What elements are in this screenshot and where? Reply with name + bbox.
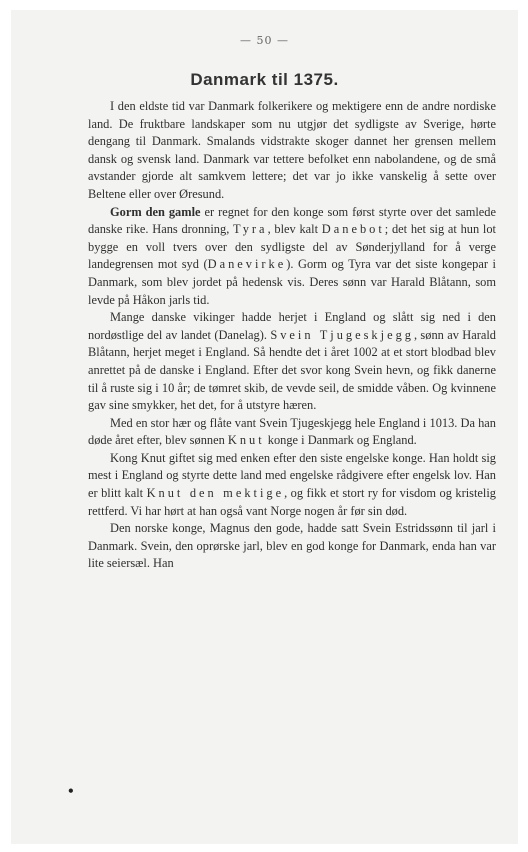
text-segment: Knut den mektige [146,486,285,501]
text-segment: Mange danske vikinger hadde herjet i England og slått sig ned i den nordøstlige del av landet (Danelag). [88,310,496,342]
text-segment: Den norske konge, Magnus den gode, hadde satt Svein Estridssønn til jarl i Danmark. Svein, den oprørske jarl, blev en god konge for Danmark, enda han var lite seiersæl. Han [88,521,496,571]
paragraph [88,204,496,310]
chapter-title: Danmark til 1375. [190,70,339,89]
text-segment: ). Gorm og Tyra var det siste kongepar i Danmark, som blev jordet på hedensk vis. Deres sønn var Harald Blåtann, som levde på Håkon jarls tid. [88,257,496,307]
paragraph [88,309,496,415]
text-segment: Svein Tjugeskjegg [270,327,414,342]
text-segment: Kong Knut giftet sig med enken efter den siste engelske konge. Han holdt sig mest i England og styrte dette land med engelske rådgivere efter engelsk lov. Han er blitt kalt [88,450,496,501]
ink-speck: • [67,784,75,798]
paragraph [88,520,496,573]
text-segment: Danevirke [207,257,287,272]
chapter-body [88,98,496,573]
text-segment: Danebot [321,222,385,237]
text-segment: , sønn av Harald Blåtann, herjet meget i England. Så hendte det i året 1002 at et stort blodbad blev anrettet på de danske i England. Efter det svor kong Svein hevn, og fikk danerne til å ruste sig i 10 år; de tømret skib, de vevde seil, de smidde våben. Og kvinnene gav sine smykker, het det, for å utstyre hæren. [88,327,496,413]
text-segment: , og fikk et stort ry for visdom og kristelig rettferd. Vi har hørt at han også vant Norge nogen år før sin død. [88,486,496,518]
text-segment: , blev kalt [267,222,322,237]
text-segment: Gorm den gamle [110,204,201,219]
book-page [11,10,518,844]
paragraph [88,98,496,204]
text-segment: Knut [227,433,265,448]
text-segment: I den eldste tid var Danmark folkerikere og mektigere enn de andre nordiske land. De fruktbare landskaper som nu utgjør det sydligste av Sverige, hørte dengang til Danmark. Smalands vidstrakte skoger dannet her grensen mellem dansk og svensk land. Danmark var tettere befolket enn nabolandene, og de små avstander gjorde alt samkvem lettere; det var jo ikke vanskelig å sette over Beltene eller over Øresund. [88,99,496,201]
text-segment: er regnet for den konge som først styrte over det samlede danske rike. Hans dronning, [88,204,496,237]
page-number: — 50 — [240,34,289,47]
text-segment: ; det het sig at hun lot bygge en voll tvers over den sydligste del av Sønderjylland for å verge landegrensen mot syd ( [88,222,496,272]
text-segment: Tyra [233,222,268,237]
paragraph [88,450,496,520]
text-segment: Med en stor hær og flåte vant Svein Tjugeskjegg hele England i 1013. Da han døde året efter, blev sønnen [88,415,496,448]
paragraph [88,415,496,450]
text-segment: konge i Danmark og England. [264,433,417,448]
